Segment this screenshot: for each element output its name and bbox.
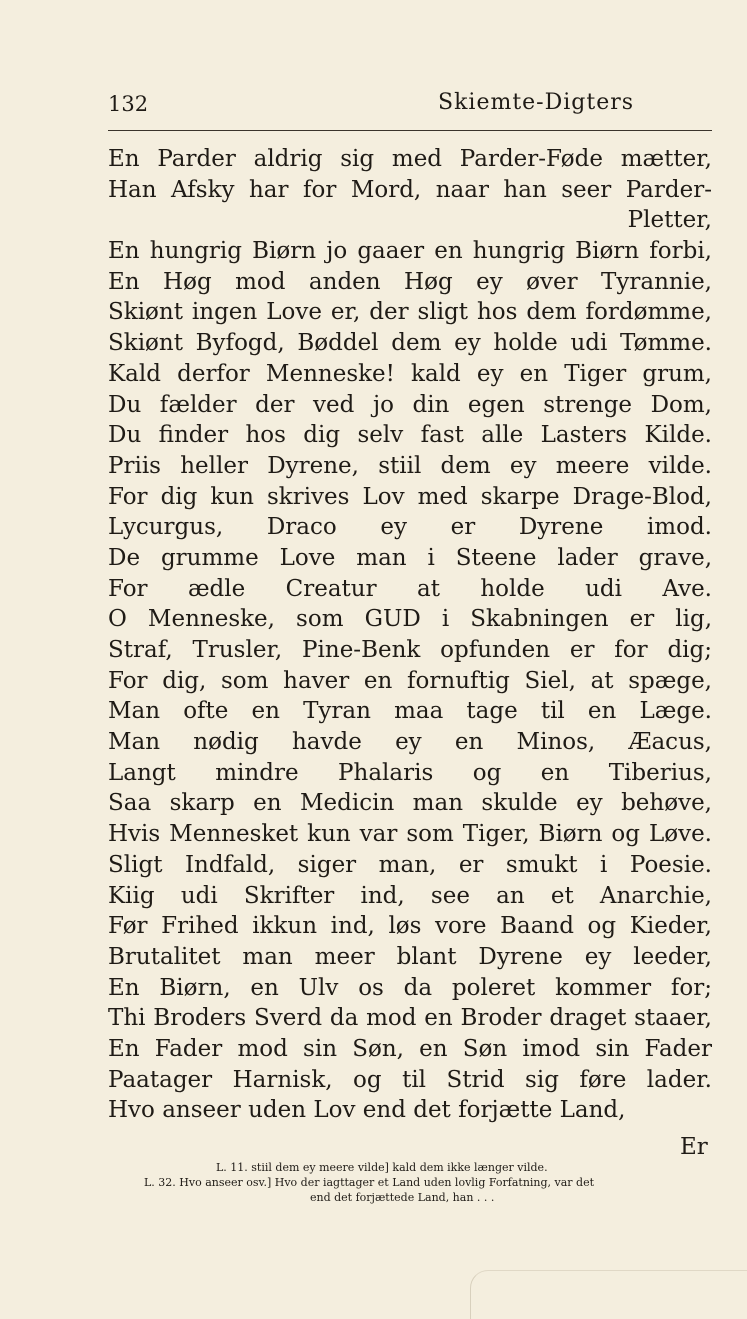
verse-line: For dig, som haver en fornuftig Siel, at spæge, (108, 667, 712, 694)
verse-line: En Høg mod anden Høg ey øver Tyrannie, (108, 268, 712, 295)
verse-line: Hvo anseer uden Lov end det forjætte Land, (108, 1097, 626, 1124)
footnote-continuation: end det forjættede Land, han . . . (310, 1191, 495, 1204)
verse-line: Kiig udi Skrifter ind, see an et Anarchie, (108, 882, 712, 909)
verse-line-continuation: Pletter, (627, 207, 712, 234)
verse-line: Sligt Indfald, siger man, er smukt i Poesie. (108, 851, 712, 878)
catchword: Er (680, 1134, 708, 1160)
verse-line: De grumme Love man i Steene lader grave, (108, 544, 712, 571)
verse-line: Paatager Harnisk, og til Strid sig føre lader. (108, 1066, 712, 1093)
verse-line: O Menneske, som GUD i Skabningen er lig, (108, 606, 712, 633)
verse-line: For ædle Creatur at holde udi Ave. (108, 575, 712, 602)
verse-line: Skiønt Byfogd, Bøddel dem ey holde udi Tømme. (108, 330, 712, 357)
verse-line: Langt mindre Phalaris og en Tiberius, (108, 759, 712, 786)
verse-line: En hungrig Biørn jo gaaer en hungrig Biørn forbi, (108, 238, 712, 265)
verse-line: Du fælder der ved jo din egen strenge Dom, (108, 391, 712, 418)
verse-line: Kald derfor Menneske! kald ey en Tiger grum, (108, 360, 712, 387)
verse-line: Brutalitet man meer blant Dyrene ey leeder, (108, 943, 712, 970)
verse-line: En Fader mod sin Søn, en Søn imod sin Fader (108, 1035, 712, 1062)
verse-line: Lycurgus, Draco ey er Dyrene imod. (108, 514, 712, 541)
footnotes (120, 1160, 700, 1205)
verse-line: Thi Broders Sverd da mod en Broder draget staaer, (108, 1005, 712, 1032)
verse-line: Du finder hos dig selv fast alle Lasters Kilde. (108, 422, 712, 449)
verse-line: Hvis Mennesket kun var som Tiger, Biørn og Løve. (108, 821, 712, 848)
verse-line: Før Frihed ikkun ind, løs vore Baand og Kieder, (108, 913, 712, 940)
page-edge-shadow (470, 1270, 747, 1319)
verse-line: Skiønt ingen Love er, der sligt hos dem fordømme, (108, 299, 712, 326)
verse-line: En Parder aldrig sig med Parder-Føde mætter, (108, 146, 712, 172)
verse-line: Saa skarp en Medicin man skulde ey behøve, (108, 790, 712, 817)
footnote: L. 11. stiil dem ey meere vilde] kald dem ikke længer vilde. (216, 1161, 548, 1174)
verse-line: Han Afsky har for Mord, naar han seer Parder- (108, 176, 712, 203)
verse-line: Man nødig havde ey en Minos, Æacus, (108, 729, 712, 756)
header-rule (108, 130, 712, 131)
page-number: 132 (108, 92, 149, 116)
verse-line: Straf, Trusler, Pine-Benk opfunden er for dig; (108, 637, 712, 663)
verse-line: For dig kun skrives Lov med skarpe Drage-Blod, (108, 483, 712, 510)
verse-line: En Biørn, en Ulv os da poleret kommer for; (108, 974, 712, 1001)
verse-block (108, 144, 712, 1126)
footnote: L. 32. Hvo anseer osv.] Hvo der iagttager et Land uden lovlig Forfatning, var det (144, 1176, 595, 1189)
verse-line: Man ofte en Tyran maa tage til en Læge. (108, 698, 712, 725)
running-head: Skiemte-Digters (438, 90, 635, 115)
verse-line: Priis heller Dyrene, stiil dem ey meere vilde. (108, 452, 712, 479)
page-header (108, 90, 712, 120)
